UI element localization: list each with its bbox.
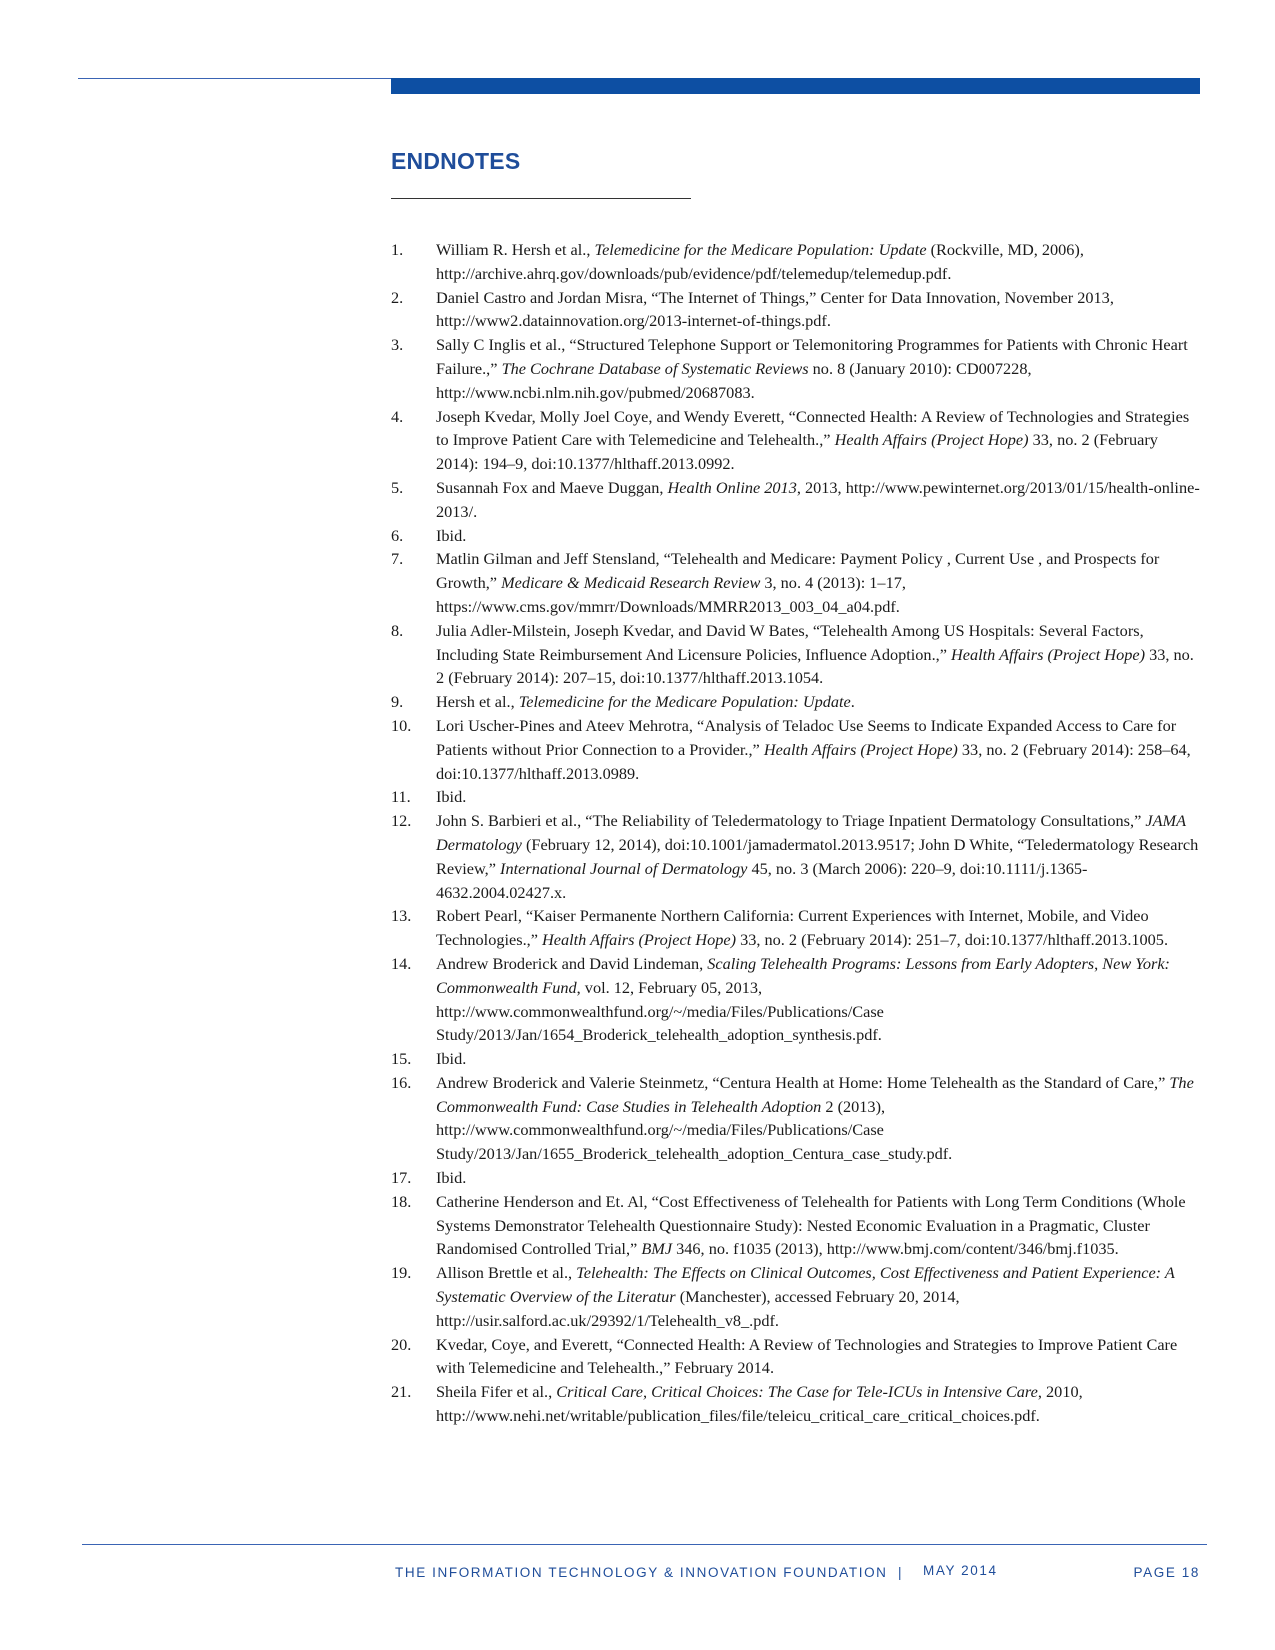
endnote-text-segment: Sheila Fifer et al.,	[436, 1382, 557, 1402]
endnote-text	[436, 286, 1203, 334]
footer-rule	[82, 1544, 1207, 1545]
endnote-text	[436, 714, 1203, 785]
endnote-item	[391, 1261, 1203, 1332]
endnote-title-italic: JAMA Dermatology	[436, 811, 1186, 854]
endnote-text	[436, 1261, 1203, 1332]
endnote-text	[436, 405, 1203, 476]
page-number: PAGE 18	[1133, 1565, 1200, 1580]
endnote-text	[436, 238, 1203, 286]
endnote-text-segment: Ibid.	[436, 1168, 467, 1188]
endnote-title-italic: International Journal of Dermatology	[500, 858, 748, 878]
endnote-text-segment: Susannah Fox and Maeve Duggan,	[436, 477, 668, 497]
page-title: ENDNOTES	[391, 148, 521, 174]
endnote-item	[391, 1071, 1203, 1166]
endnote-number: 4.	[391, 406, 404, 426]
endnote-item	[391, 524, 1203, 548]
endnote-text-segment: Ibid.	[436, 1049, 467, 1069]
endnote-text	[436, 1190, 1203, 1261]
endnote-title-italic: Health Affairs (Project Hope)	[834, 430, 1029, 450]
endnote-number: 5.	[391, 477, 404, 497]
endnote-text-segment: Andrew Broderick and Valerie Steinmetz, “Centura Health at Home: Home Telehealth as the Standard of Care,”	[436, 1072, 1170, 1092]
endnote-text-segment: 45, no. 3 (March 2006): 220–9, doi:10.1111/j.1365-4632.2004.02427.x.	[436, 858, 1088, 902]
endnote-title-italic: Scaling Telehealth Programs: Lessons from Early Adopters	[707, 953, 1095, 973]
endnote-item	[391, 785, 1203, 809]
endnote-number: 14.	[391, 953, 412, 973]
endnote-text-segment: 33, no. 2 (February 2014): 194–9, doi:10.1377/hlthaff.2013.0992.	[436, 430, 1158, 474]
endnote-text-segment: Kvedar, Coye, and Everett, “Connected Health: A Review of Technologies and Strategies to Improve Patient Care with Telemedicine and Telehealth.,” February 2014.	[436, 1334, 1178, 1378]
endnote-text-segment: .	[850, 692, 855, 712]
endnote-number: 13.	[391, 906, 412, 926]
header-accent-bar	[391, 78, 1200, 94]
endnote-text-segment: , vol. 12, February 05, 2013, http://www.commonwealthfund.org/~/media/Files/Publications/Case Study/2013/Jan/1654_Broderick_telehealth_adoption_synthesis.pdf.	[436, 977, 884, 1045]
endnote-item	[391, 1047, 1203, 1071]
endnote-title-italic: Telehealth: The Effects on Clinical Outcomes, Cost Effectiveness and Patient Experience: A Systematic Overview of the Literatur	[436, 1263, 1175, 1307]
endnote-number: 6.	[391, 525, 404, 545]
endnote-text-segment: Andrew Broderick and David Lindeman,	[436, 953, 708, 973]
endnote-text-segment: Lori Uscher-Pines and Ateev Mehrotra, “Analysis of Teladoc Use Seems to Indicate Expanded Access to Care for Patients without Prior Connection to a Provider.,”	[436, 715, 1177, 759]
endnote-number: 2.	[391, 287, 404, 307]
endnote-title-italic: Health Affairs (Project Hope)	[763, 739, 958, 759]
endnote-text	[436, 1333, 1203, 1381]
endnote-text-segment: Matlin Gilman and Jeff Stensland, “Telehealth and Medicare: Payment Policy , Current Use , and Prospects for Growth,”	[436, 549, 1160, 593]
endnote-text	[436, 1380, 1203, 1428]
endnote-title-italic: Health Affairs (Project Hope)	[951, 644, 1145, 664]
endnote-text-segment: Catherine Henderson and Et. Al, “Cost Effectiveness of Telehealth for Patients with Long Term Conditions (Whole Systems Demonstrator Telehealth Questionnaire Study): Nested Economic Evaluation in a Pragmatic, Cluster Randomised Controlled Trial,”	[436, 1191, 1186, 1259]
endnote-item	[391, 476, 1203, 524]
page-footer	[0, 1563, 1275, 1585]
endnote-item	[391, 333, 1203, 404]
endnote-text-segment: Julia Adler-Milstein, Joseph Kvedar, and David W Bates, “Telehealth Among US Hospitals: Several Factors, Including State Reimbursement And Licensure Policies, Influence Adoption.,”	[436, 620, 1144, 664]
endnote-text	[436, 690, 1203, 714]
endnote-number: 20.	[391, 1334, 412, 1354]
endnote-text	[436, 1071, 1203, 1166]
endnote-title-italic: Medicare & Medicaid Research Review	[501, 573, 761, 593]
endnote-item	[391, 547, 1203, 618]
endnote-number: 3.	[391, 335, 404, 355]
endnote-text	[436, 476, 1203, 524]
endnote-text	[436, 904, 1203, 952]
endnote-text	[436, 809, 1203, 904]
endnote-text-segment: Sally C Inglis et al., “Structured Telephone Support or Telemonitoring Programmes for Patients with Chronic Heart Failure.,”	[436, 335, 1188, 378]
endnote-number: 17.	[391, 1168, 412, 1188]
endnote-number: 15.	[391, 1049, 412, 1069]
endnote-item	[391, 405, 1203, 476]
endnote-item	[391, 1380, 1203, 1428]
endnote-text-segment: Hersh et al.,	[436, 692, 519, 712]
endnote-number: 11.	[391, 787, 411, 807]
endnote-item	[391, 1333, 1203, 1381]
endnote-item	[391, 714, 1203, 785]
footer-separator: |	[898, 1565, 904, 1580]
endnote-text-segment: Joseph Kvedar, Molly Joel Coye, and Wendy Everett, “Connected Health: A Review of Technologies and Strategies to Improve Patient Care with Telemedicine and Telehealth.,”	[436, 406, 1190, 450]
endnote-text-segment: (Manchester), accessed February 20, 2014, http://usir.salford.ac.uk/29392/1/Telehealth_v8_.pdf.	[436, 1287, 960, 1330]
endnote-text-segment: no. 8 (January 2010): CD007228, http://www.ncbi.nlm.nih.gov/pubmed/20687083.	[436, 358, 1032, 402]
endnote-number: 7.	[391, 549, 404, 569]
endnote-text	[436, 952, 1203, 1047]
endnote-text-segment: 346, no. f1035 (2013), http://www.bmj.com/content/346/bmj.f1035.	[672, 1239, 1119, 1259]
endnotes-list	[391, 238, 1203, 1428]
endnote-number: 16.	[391, 1072, 412, 1092]
endnote-text-segment: 33, no. 2 (February 2014): 251–7, doi:10.1377/hlthaff.2013.1005.	[736, 930, 1169, 950]
endnote-text-segment: Ibid.	[436, 787, 467, 807]
endnote-item	[391, 238, 1203, 286]
endnote-text-segment: (Rockville, MD, 2006), http://archive.ahrq.gov/downloads/pub/evidence/pdf/telemedup/telemedup.pdf.	[436, 240, 1084, 283]
endnote-title-italic: Health Online 2013	[667, 477, 797, 497]
endnote-text	[436, 547, 1203, 618]
endnote-number: 9.	[391, 692, 404, 712]
title-underline	[391, 198, 691, 199]
endnote-text-segment: 3, no. 4 (2013): 1–17, https://www.cms.gov/mmrr/Downloads/MMRR2013_003_04_a04.pdf.	[436, 573, 906, 616]
endnote-text-segment: William R. Hersh et al.,	[436, 240, 595, 259]
endnote-title-italic: Telemedicine for the Medicare Population: Update	[518, 692, 851, 712]
header-thin-rule	[78, 78, 391, 79]
endnote-text	[436, 524, 1203, 548]
endnote-item	[391, 1166, 1203, 1190]
endnote-number: 21.	[391, 1382, 412, 1402]
endnote-number: 19.	[391, 1263, 412, 1283]
endnote-text-segment: Robert Pearl, “Kaiser Permanente Northern California: Current Experiences with Internet, Mobile, and Video Technologies.,”	[436, 906, 1149, 950]
footer-date: MAY 2014	[923, 1563, 998, 1578]
endnote-number: 18.	[391, 1191, 412, 1211]
endnote-text-segment: (February 12, 2014), doi:10.1001/jamadermatol.2013.9517; John D White, “Teledermatology Research Review,”	[436, 834, 1199, 878]
endnote-text-segment: John S. Barbieri et al., “The Reliability of Teledermatology to Triage Inpatient Dermatology Consultations,”	[436, 811, 1146, 831]
endnote-text-segment: , 2010, http://www.nehi.net/writable/publication_files/file/teleicu_critical_care_critical_choices.pdf.	[436, 1382, 1083, 1426]
endnote-title-italic: The Commonwealth Fund: Case Studies in Telehealth Adoption	[436, 1072, 1194, 1116]
endnote-text	[436, 333, 1203, 404]
endnote-text	[436, 785, 1203, 809]
endnote-number: 1.	[391, 240, 404, 259]
endnote-item	[391, 809, 1203, 904]
endnote-text	[436, 1047, 1203, 1071]
endnote-item	[391, 904, 1203, 952]
footer-organization: THE INFORMATION TECHNOLOGY & INNOVATION FOUNDATION	[395, 1565, 888, 1580]
endnote-text	[436, 619, 1203, 690]
endnote-text-segment: 2 (2013), http://www.commonwealthfund.org/~/media/Files/Publications/Case Study/2013/Jan/1655_Broderick_telehealth_adoption_Centura_case_study.pdf.	[436, 1096, 953, 1164]
endnote-text-segment: , 2013, http://www.pewinternet.org/2013/01/15/health-online-2013/.	[436, 477, 1200, 521]
endnote-title-italic: Critical Care, Critical Choices: The Case for Tele-ICUs in Intensive Care	[556, 1382, 1038, 1402]
endnote-text-segment: 33, no. 2 (February 2014): 258–64, doi:10.1377/hlthaff.2013.0989.	[436, 739, 1191, 783]
endnote-number: 10.	[391, 715, 412, 735]
endnote-item	[391, 286, 1203, 334]
endnote-text-segment: Daniel Castro and Jordan Misra, “The Internet of Things,” Center for Data Innovation, November 2013, http://www2.datainnovation.org/2013-internet-of-things.pdf.	[436, 287, 1114, 331]
endnote-text	[436, 1166, 1203, 1190]
endnote-title-italic: The Cochrane Database of Systematic Reviews	[501, 358, 809, 378]
endnote-number: 12.	[391, 811, 412, 831]
endnote-title-italic: Telemedicine for the Medicare Population: Update	[594, 240, 927, 259]
endnote-item	[391, 690, 1203, 714]
endnote-title-italic: BMJ	[641, 1239, 673, 1259]
endnote-text-segment: ,	[1094, 953, 1103, 973]
endnote-text-segment: Allison Brettle et al.,	[436, 1263, 577, 1283]
endnote-item	[391, 952, 1203, 1047]
endnote-text-segment: Ibid.	[436, 525, 467, 545]
endnote-number: 8.	[391, 620, 404, 640]
endnote-title-italic: New York: Commonwealth Fund	[436, 953, 1170, 997]
endnote-item	[391, 1190, 1203, 1261]
endnote-title-italic: Health Affairs (Project Hope)	[542, 930, 736, 950]
endnote-item	[391, 619, 1203, 690]
endnote-text-segment: 33, no. 2 (February 2014): 207–15, doi:10.1377/hlthaff.2013.1054.	[436, 644, 1194, 688]
